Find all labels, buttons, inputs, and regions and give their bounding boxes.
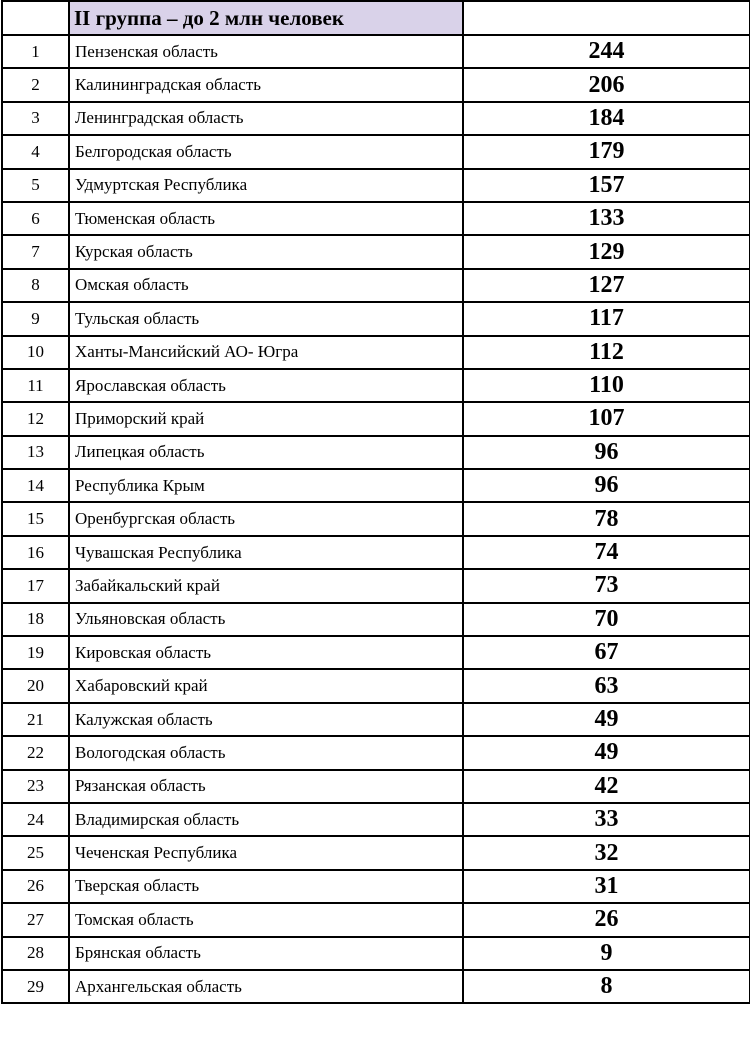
region-value: 8 <box>463 970 750 1003</box>
region-value: 96 <box>463 436 750 469</box>
row-number: 25 <box>2 836 69 869</box>
table-row <box>2 235 750 268</box>
row-number: 11 <box>2 369 69 402</box>
region-value: 112 <box>463 336 750 369</box>
table-row <box>2 436 750 469</box>
row-number: 19 <box>2 636 69 669</box>
row-number: 15 <box>2 502 69 535</box>
region-value: 73 <box>463 569 750 602</box>
region-value: 49 <box>463 736 750 769</box>
region-value: 244 <box>463 35 750 68</box>
table-row <box>2 502 750 535</box>
region-value: 117 <box>463 302 750 335</box>
row-number: 24 <box>2 803 69 836</box>
region-name: Чувашская Республика <box>69 536 463 569</box>
row-number: 18 <box>2 603 69 636</box>
region-name: Ярославская область <box>69 369 463 402</box>
table-row <box>2 669 750 702</box>
region-value: 33 <box>463 803 750 836</box>
row-number: 3 <box>2 102 69 135</box>
region-name: Калининградская область <box>69 68 463 101</box>
region-name: Чеченская Республика <box>69 836 463 869</box>
table-row <box>2 603 750 636</box>
table-row <box>2 703 750 736</box>
region-name: Брянская область <box>69 937 463 970</box>
table-row <box>2 636 750 669</box>
row-number: 4 <box>2 135 69 168</box>
row-number: 6 <box>2 202 69 235</box>
region-name: Тюменская область <box>69 202 463 235</box>
region-name: Ульяновская область <box>69 603 463 636</box>
table-row <box>2 937 750 970</box>
table-row <box>2 770 750 803</box>
region-value: 110 <box>463 369 750 402</box>
region-name: Вологодская область <box>69 736 463 769</box>
document-page <box>1 0 749 1052</box>
table-row <box>2 569 750 602</box>
region-value: 129 <box>463 235 750 268</box>
region-value: 49 <box>463 703 750 736</box>
region-table <box>1 0 750 1004</box>
table-body <box>2 1 750 1003</box>
region-value: 9 <box>463 937 750 970</box>
table-row <box>2 68 750 101</box>
table-row <box>2 35 750 68</box>
region-value: 107 <box>463 402 750 435</box>
region-name: Калужская область <box>69 703 463 736</box>
region-name: Липецкая область <box>69 436 463 469</box>
row-number: 27 <box>2 903 69 936</box>
row-number: 12 <box>2 402 69 435</box>
region-value: 96 <box>463 469 750 502</box>
header-number-cell <box>2 1 69 35</box>
region-name: Пензенская область <box>69 35 463 68</box>
table-row <box>2 202 750 235</box>
table-row <box>2 736 750 769</box>
region-value: 26 <box>463 903 750 936</box>
region-name: Владимирская область <box>69 803 463 836</box>
row-number: 5 <box>2 169 69 202</box>
row-number: 28 <box>2 937 69 970</box>
region-name: Рязанская область <box>69 770 463 803</box>
region-name: Тверская область <box>69 870 463 903</box>
table-row <box>2 302 750 335</box>
region-value: 74 <box>463 536 750 569</box>
region-name: Ленинградская область <box>69 102 463 135</box>
row-number: 23 <box>2 770 69 803</box>
row-number: 13 <box>2 436 69 469</box>
region-value: 179 <box>463 135 750 168</box>
region-name: Курская область <box>69 235 463 268</box>
region-name: Омская область <box>69 269 463 302</box>
region-name: Томская область <box>69 903 463 936</box>
header-value-cell <box>463 1 750 35</box>
row-number: 1 <box>2 35 69 68</box>
region-value: 70 <box>463 603 750 636</box>
table-row <box>2 903 750 936</box>
row-number: 7 <box>2 235 69 268</box>
region-value: 67 <box>463 636 750 669</box>
region-value: 32 <box>463 836 750 869</box>
row-number: 2 <box>2 68 69 101</box>
table-row <box>2 402 750 435</box>
table-row <box>2 536 750 569</box>
row-number: 16 <box>2 536 69 569</box>
region-name: Забайкальский край <box>69 569 463 602</box>
row-number: 9 <box>2 302 69 335</box>
region-value: 157 <box>463 169 750 202</box>
region-value: 31 <box>463 870 750 903</box>
region-name: Тульская область <box>69 302 463 335</box>
region-value: 78 <box>463 502 750 535</box>
region-name: Архангельская область <box>69 970 463 1003</box>
table-row <box>2 803 750 836</box>
table-row <box>2 102 750 135</box>
region-value: 63 <box>463 669 750 702</box>
region-name: Оренбургская область <box>69 502 463 535</box>
row-number: 29 <box>2 970 69 1003</box>
row-number: 20 <box>2 669 69 702</box>
region-name: Белгородская область <box>69 135 463 168</box>
region-name: Хабаровский край <box>69 669 463 702</box>
region-value: 206 <box>463 68 750 101</box>
region-name: Удмуртская Республика <box>69 169 463 202</box>
table-row <box>2 870 750 903</box>
table-row <box>2 970 750 1003</box>
table-row <box>2 469 750 502</box>
group-title: II группа – до 2 млн человек <box>69 1 463 35</box>
region-value: 133 <box>463 202 750 235</box>
table-row <box>2 169 750 202</box>
region-name: Кировская область <box>69 636 463 669</box>
row-number: 17 <box>2 569 69 602</box>
row-number: 26 <box>2 870 69 903</box>
table-row <box>2 135 750 168</box>
region-name: Ханты-Мансийский АО- Югра <box>69 336 463 369</box>
row-number: 8 <box>2 269 69 302</box>
row-number: 14 <box>2 469 69 502</box>
region-value: 42 <box>463 770 750 803</box>
table-header-row <box>2 1 750 35</box>
table-row <box>2 269 750 302</box>
table-row <box>2 836 750 869</box>
row-number: 10 <box>2 336 69 369</box>
region-value: 184 <box>463 102 750 135</box>
region-name: Республика Крым <box>69 469 463 502</box>
row-number: 22 <box>2 736 69 769</box>
table-row <box>2 336 750 369</box>
region-name: Приморский край <box>69 402 463 435</box>
table-row <box>2 369 750 402</box>
row-number: 21 <box>2 703 69 736</box>
region-value: 127 <box>463 269 750 302</box>
